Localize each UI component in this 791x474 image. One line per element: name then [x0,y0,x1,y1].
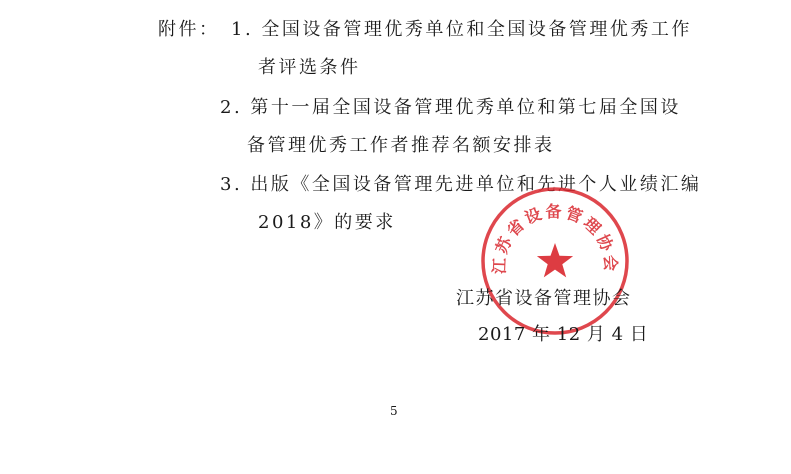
signature-date: 2017 年 12 月 4 日 [478,324,649,345]
seal-star-icon [537,243,573,277]
attachments-label: 附件： [158,19,220,40]
attachment-item-3-line-2: 2018》的要求 [258,212,396,233]
official-seal-stamp [480,186,630,336]
attachment-item-3-line-1: 3. 出版《全国设备管理先进单位和先进个人业绩汇编 [220,174,702,195]
seal-text: 江苏省设备管理协会 [489,201,621,275]
attachment-item-2-line-2: 备管理优秀工作者推荐名额安排表 [247,135,555,156]
attachment-item-1-line-1: 1. 全国设备管理优秀单位和全国设备管理优秀工作 [231,19,692,40]
organization-name: 江苏省设备管理协会 [456,288,632,309]
attachment-item-1-line-2: 者评选条件 [258,57,361,78]
page-number: 5 [390,404,398,418]
attachment-item-2-line-1: 2. 第十一届全国设备管理优秀单位和第七届全国设 [220,97,681,118]
